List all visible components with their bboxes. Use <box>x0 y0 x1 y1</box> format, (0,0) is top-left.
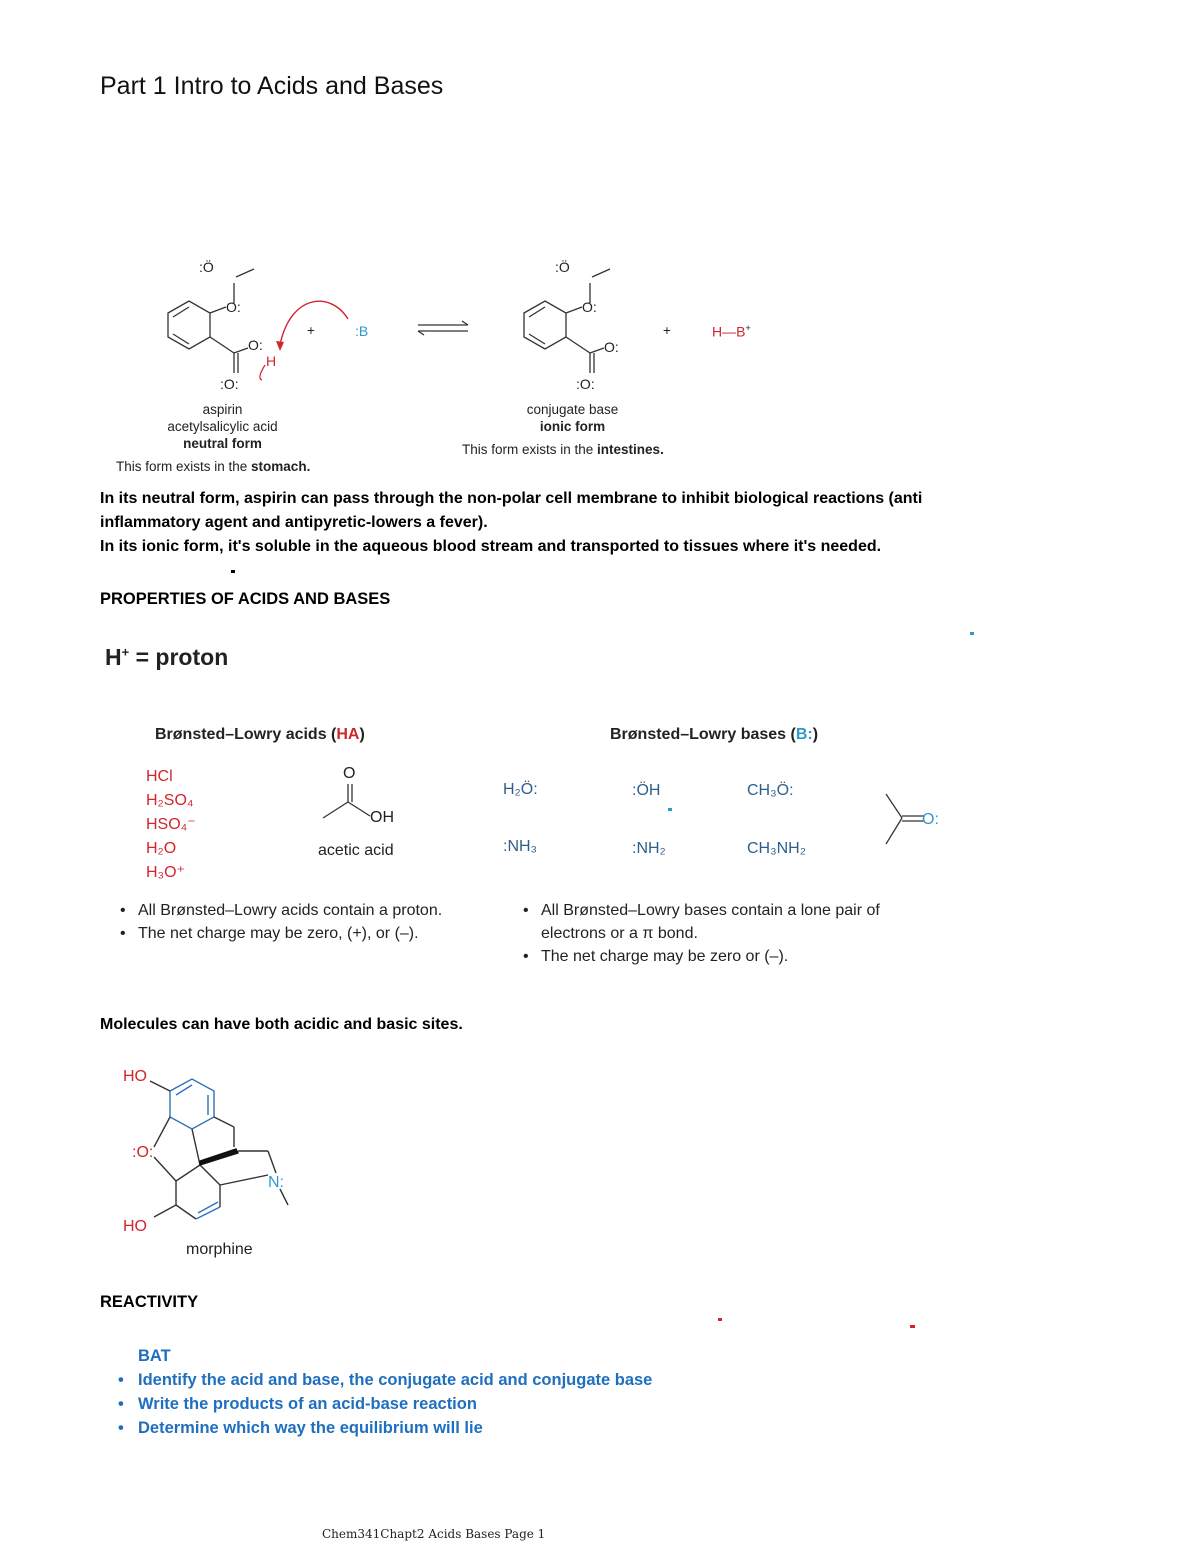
aspirin-paragraph <box>100 487 1100 559</box>
acids-heading <box>155 726 365 744</box>
page-footer: Chem341Chapt2 Acids Bases Page 1 <box>322 1527 546 1541</box>
acid-h3o: H₃O⁺ <box>146 864 185 881</box>
acids-heading-prefix: Brønsted–Lowry acids ( <box>155 726 337 743</box>
aspirin-o-acid: O: <box>248 337 263 353</box>
aspirin-chem-name: acetylsalicylic acid <box>167 419 278 434</box>
acid-h2o: H₂O <box>146 840 177 857</box>
bases-heading <box>610 726 818 744</box>
conjugate-caption <box>462 442 664 457</box>
aspirin-o-top: :Ö <box>199 259 214 275</box>
plus-sign: + <box>307 323 315 338</box>
acetic-o: O <box>343 765 356 782</box>
product-hb <box>712 323 751 340</box>
morphine-ho-top: HO <box>123 1068 147 1085</box>
bases-heading-b: B: <box>795 726 813 743</box>
aspirin-name: aspirin <box>202 402 243 417</box>
base-methylamine: CH₃NH₂ <box>747 840 806 857</box>
acid-h2so4: H₂SO₄ <box>146 792 194 809</box>
conjugate-form: ionic form <box>539 419 606 434</box>
plus-sign-2: + <box>663 323 671 338</box>
base-bullet-2: • The net charge may be zero or (–). <box>519 945 939 968</box>
aspirin-o-ether: O: <box>226 299 241 315</box>
ketone-o: O: <box>922 811 939 828</box>
reactivity-heading: REACTIVITY <box>100 1293 199 1311</box>
paragraph-line-2: inflammatory agent and antipyretic-lowers a fever). <box>100 514 488 531</box>
bat-objective-3: • Determine which way the equilibrium will lie <box>100 1416 800 1440</box>
acids-heading-suffix: ) <box>359 726 365 743</box>
base-hydroxide: :ÖH <box>632 782 661 799</box>
base-o-anion: O: <box>604 339 619 355</box>
acid-hso4: HSO₄⁻ <box>146 816 196 833</box>
morphine-o-mid: :O: <box>132 1144 154 1161</box>
base-o-ether: O: <box>582 299 597 315</box>
base-bullet-1: • All Brønsted–Lowry bases contain a lone pair of electrons or a π bond. <box>519 899 939 945</box>
stray-dot <box>231 570 235 573</box>
base-water: H₂Ö: <box>503 781 538 798</box>
proton-h: H <box>105 644 122 670</box>
aspirin-acid-h: H <box>266 353 277 369</box>
stray-dot-blue <box>970 632 974 635</box>
aspirin-form: neutral form <box>183 436 262 451</box>
bat-label: BAT <box>138 1347 171 1365</box>
bat-objective-1: • Identify the acid and base, the conjugate acid and conjugate base <box>100 1368 800 1392</box>
acids-heading-ha: HA <box>336 726 360 743</box>
aspirin-name-labels <box>150 401 295 452</box>
aspirin-caption-bold: stomach. <box>251 459 311 474</box>
conjugate-caption-bold: intestines. <box>597 442 664 457</box>
stray-dot-red <box>718 1318 722 1321</box>
conjugate-caption-text: This form exists in the <box>462 442 598 457</box>
conjugate-name: conjugate base <box>526 402 619 417</box>
bat-block <box>100 1344 800 1440</box>
paragraph-line-1: In its neutral form, aspirin can pass through the non-polar cell membrane to inhibit biological reactions (anti <box>100 490 923 507</box>
both-sites-text: Molecules can have both acidic and basic sites. <box>100 1016 463 1033</box>
base-methoxide: CH₃Ö: <box>747 782 794 799</box>
stray-dot-blue-2 <box>668 808 672 811</box>
product-hb-charge: + <box>745 323 751 333</box>
bases-heading-prefix: Brønsted–Lowry bases ( <box>610 726 796 743</box>
aspirin-caption-text: This form exists in the <box>116 459 252 474</box>
base-o-bottom: :O: <box>576 376 595 392</box>
acid-list <box>146 765 196 885</box>
aspirin-figure <box>100 255 800 480</box>
acid-bullet-1: • All Brønsted–Lowry acids contain a proton. <box>116 899 456 922</box>
product-hb-text: H—B <box>712 323 746 340</box>
base-amide: :NH₂ <box>632 840 666 857</box>
aspirin-o-bottom: :O: <box>220 376 239 392</box>
acid-bullets <box>116 899 456 945</box>
proton-rest: = proton <box>129 644 229 670</box>
acid-bullet-2: • The net charge may be zero, (+), or (–). <box>116 922 456 945</box>
stray-dot-red-2 <box>910 1325 915 1328</box>
morphine-ho-bottom: HO <box>123 1218 147 1235</box>
aspirin-caption <box>116 459 310 474</box>
properties-heading: PROPERTIES OF ACIDS AND BASES <box>100 590 391 608</box>
page-title: Part 1 Intro to Acids and Bases <box>100 72 444 100</box>
base-o-top: :Ö <box>555 259 570 275</box>
base-b: :B <box>355 323 369 339</box>
acid-hcl: HCl <box>146 768 173 785</box>
acetic-oh: OH <box>370 809 394 826</box>
morphine-label: morphine <box>186 1241 253 1258</box>
proton-sup: + <box>121 644 130 660</box>
conjugate-name-labels <box>500 401 645 435</box>
base-bullets <box>519 899 939 968</box>
bat-objective-2: • Write the products of an acid-base reaction <box>100 1392 800 1416</box>
bases-heading-suffix: ) <box>812 726 819 743</box>
bat-objectives <box>100 1368 800 1440</box>
base-ammonia: :NH₃ <box>503 838 538 855</box>
morphine-n: N: <box>268 1174 284 1191</box>
paragraph-line-3: In its ionic form, it's soluble in the aqueous blood stream and transported to tissues where it's needed. <box>100 538 882 555</box>
acetic-acid-label: acetic acid <box>318 842 394 859</box>
proton-definition <box>105 644 228 671</box>
